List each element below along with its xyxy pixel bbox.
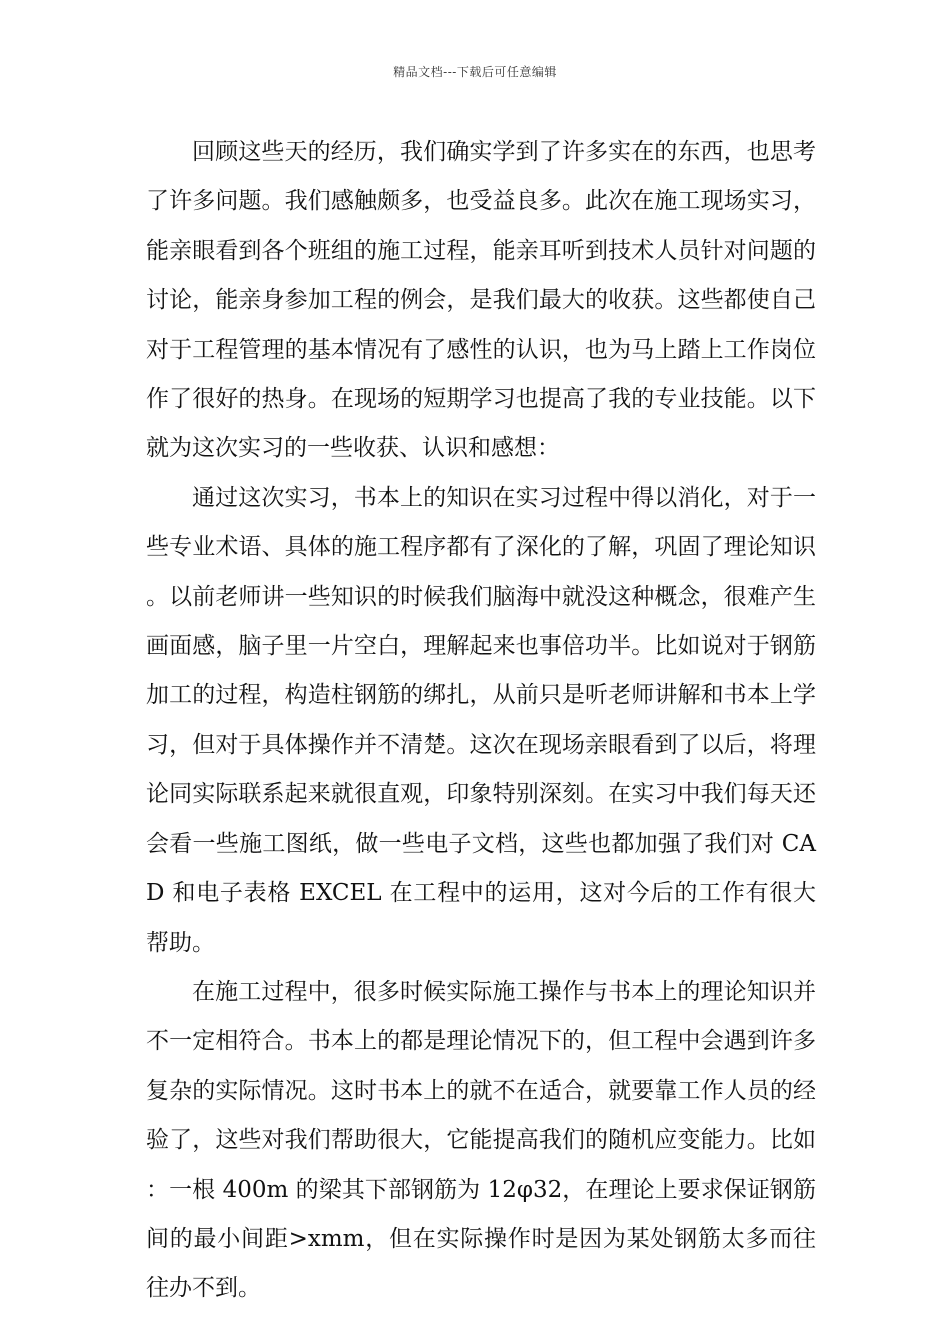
paragraph-2: 通过这次实习，书本上的知识在实习过程中得以消化，对于一些专业术语、具体的施工程序都有了深化的了解，巩固了理论知识。以前老师讲一些知识的时候我们脑海中就没这种概念，很难产生画面感，脑子里一片空白，理解起来也事倍功半。比如说对于钢筋加工的过程，构造柱钢筋的绑扎，从前只是听老师讲解和书本上学习，但对于具体操作并不清楚。这次在现场亲眼看到了以后，将理论同实际联系起来就很直观，印象特别深刻。在实习中我们每天还会看一些施工图纸，做一些电子文档，这些也都加强了我们对 CAD 和电子表格 EXCEL 在工程中的运用，这对今后的工作有很大帮助。 <box>146 484 816 956</box>
paragraph-3: 在施工过程中，很多时候实际施工操作与书本上的理论知识并不一定相符合。书本上的都是理论情况下的，但工程中会遇到许多复杂的实际情况。这时书本上的就不在适合，就要靠工作人员的经验了，这些对我们帮助很大，它能提高我们的随机应变能力。比如：一根 400m 的梁其下部钢筋为 12φ32，在理论上要求保证钢筋间的最小间距>xmm，但在实际操作时是因为某处钢筋太多而往往办不到。 <box>146 978 816 1302</box>
document-body <box>146 128 816 1314</box>
paragraph-1: 回顾这些天的经历，我们确实学到了许多实在的东西，也思考了许多问题。我们感触颇多，也受益良多。此次在施工现场实习，能亲眼看到各个班组的施工过程，能亲耳听到技术人员针对问题的讨论，能亲身参加工程的例会，是我们最大的收获。这些都使自己对于工程管理的基本情况有了感性的认识，也为马上踏上工作岗位作了很好的热身。在现场的短期学习也提高了我的专业技能。以下就为这次实习的一些收获、认识和感想： <box>146 139 816 462</box>
page-header: 精品文档---下载后可任意编辑 <box>393 65 557 79</box>
